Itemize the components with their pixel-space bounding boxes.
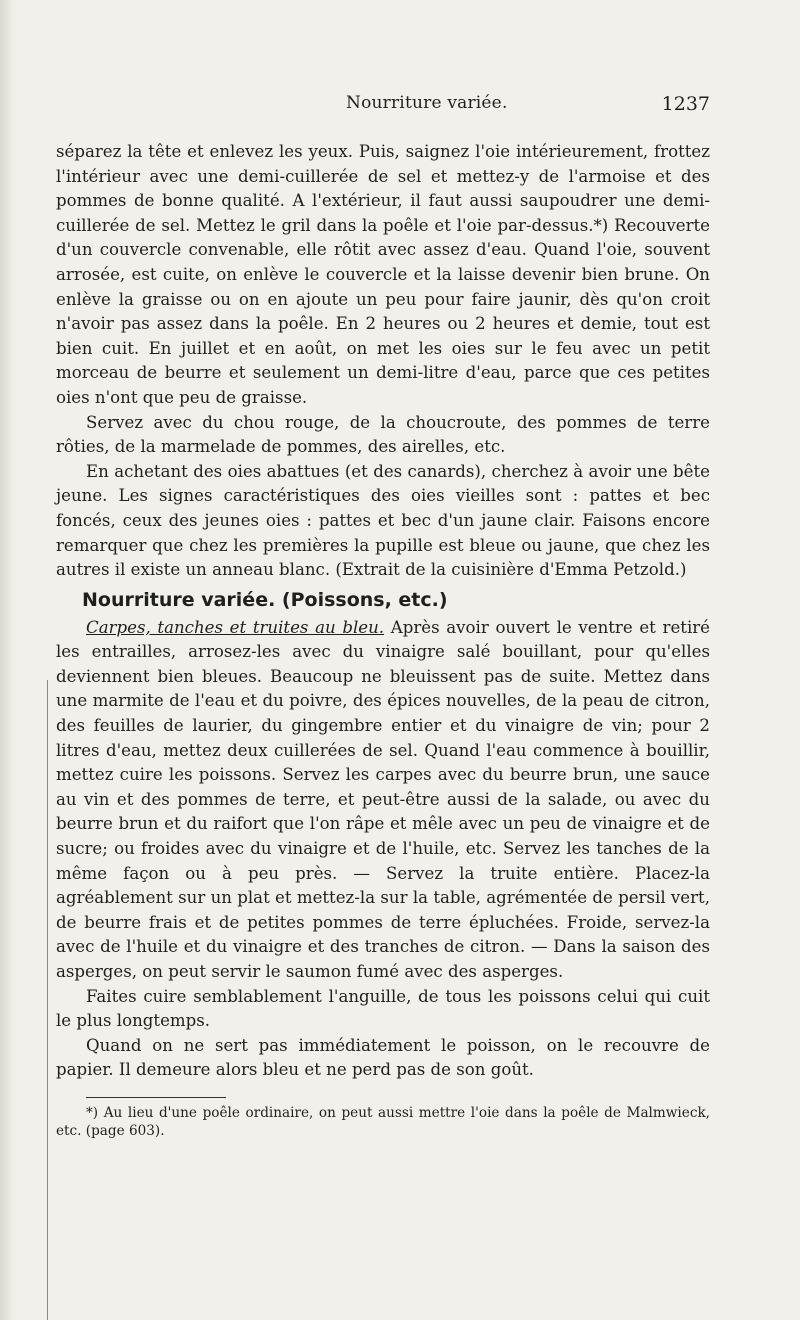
recipe-subheading: Carpes, tanches et truites au bleu. [86,617,385,637]
page-edge-shadow [0,0,18,1320]
paragraph [56,616,710,985]
footnote-divider [86,1097,226,1098]
running-title: Nourriture variée. [346,93,508,113]
paragraph-text: Après avoir ouvert le ventre et retiré les entrailles, arrosez-les avec du vinaigre salé bouillant, pour qu'elles deviennent bien bleues. Beaucoup ne bleuissent pas de suite. Mettez dans une marmite de l'eau et du poivre, des épices nouvelles, de la peau de citron, des feuilles de laurier, du gingembre entier et du vinaigre de vin; pour 2 litres d'eau, mettez deux cuillerées de sel. Quand l'eau commence à bouillir, mettez cuire les poissons. Servez les carpes avec du beurre brun, une sauce au vin et des pommes de terre, et peut-être aussi de la salade, ou avec du beurre brun et du raifort que l'on râpe et mêle avec un peu de vinaigre et de sucre; ou froides avec du vinaigre et de l'huile, etc. Servez les tanches de la même façon ou à peu près. — Servez la truite entière. Placez-la agréablement sur un plat et mettez-la sur la table, agrémentée de persil vert, de beurre frais et de petites pommes de terre épluchées. Froide, servez-la avec de l'huile et du vinaigre et des tranches de citron. — Dans la saison des asperges, on peut servir le saumon fumé avec des asperges. [56,617,710,981]
page-number: 1237 [661,93,710,115]
section-heading: Nourriture variée. (Poissons, etc.) [82,588,448,611]
footnote: *) Au lieu d'une poêle ordinaire, on peut aussi mettre l'oie dans la poêle de Malmwieck, etc. (page 603). [56,1104,710,1139]
paragraph: Quand on ne sert pas immédiatement le poisson, on le recouvre de papier. Il demeure alors bleu et ne perd pas de son goût. [56,1035,710,1080]
paragraph: Faites cuire semblablement l'anguille, de tous les poissons celui qui cuit le plus longtemps. [56,986,710,1031]
paragraph: En achetant des oies abattues (et des canards), cherchez à avoir une bête jeune. Les signes caractéristiques des oies vieilles sont : pattes et bec foncés, ceux des jeunes oies : pattes et bec d'un jaune clair. Faisons encore remarquer que chez les premières la pupille est bleue ou jaune, que chez les autres il existe un anneau blanc. (Extrait de la cuisinière d'Emma Petzold.) [56,461,710,580]
main-text [56,140,710,1140]
page-header [56,93,710,119]
paragraph: Servez avec du chou rouge, de la choucroute, des pommes de terre rôties, de la marmelade de pommes, des airelles, etc. [56,412,710,457]
margin-line [47,680,48,1320]
paragraph: séparez la tête et enlevez les yeux. Puis, saignez l'oie intérieurement, frottez l'intérieur avec une demi-cuillerée de sel et mettez-y de l'armoise et des pommes de bonne qualité. A l'extérieur, il faut aussi saupoudrer une demi-cuillerée de sel. Mettez le gril dans la poêle et l'oie par-dessus.*) Recouverte d'un couvercle convenable, elle rôtit avec assez d'eau. Quand l'oie, souvent arrosée, est cuite, on enlève le couvercle et la laisse devenir bien brune. On enlève la graisse ou on en ajoute un peu pour faire jaunir, dès qu'on croit n'avoir pas assez dans la poêle. En 2 heures ou 2 heures et demie, tout est bien cuit. En juillet et en août, on met les oies sur le feu avec un petit morceau de beurre et seulement un demi-litre d'eau, parce que ces petites oies n'ont que peu de graisse. [56,142,710,407]
